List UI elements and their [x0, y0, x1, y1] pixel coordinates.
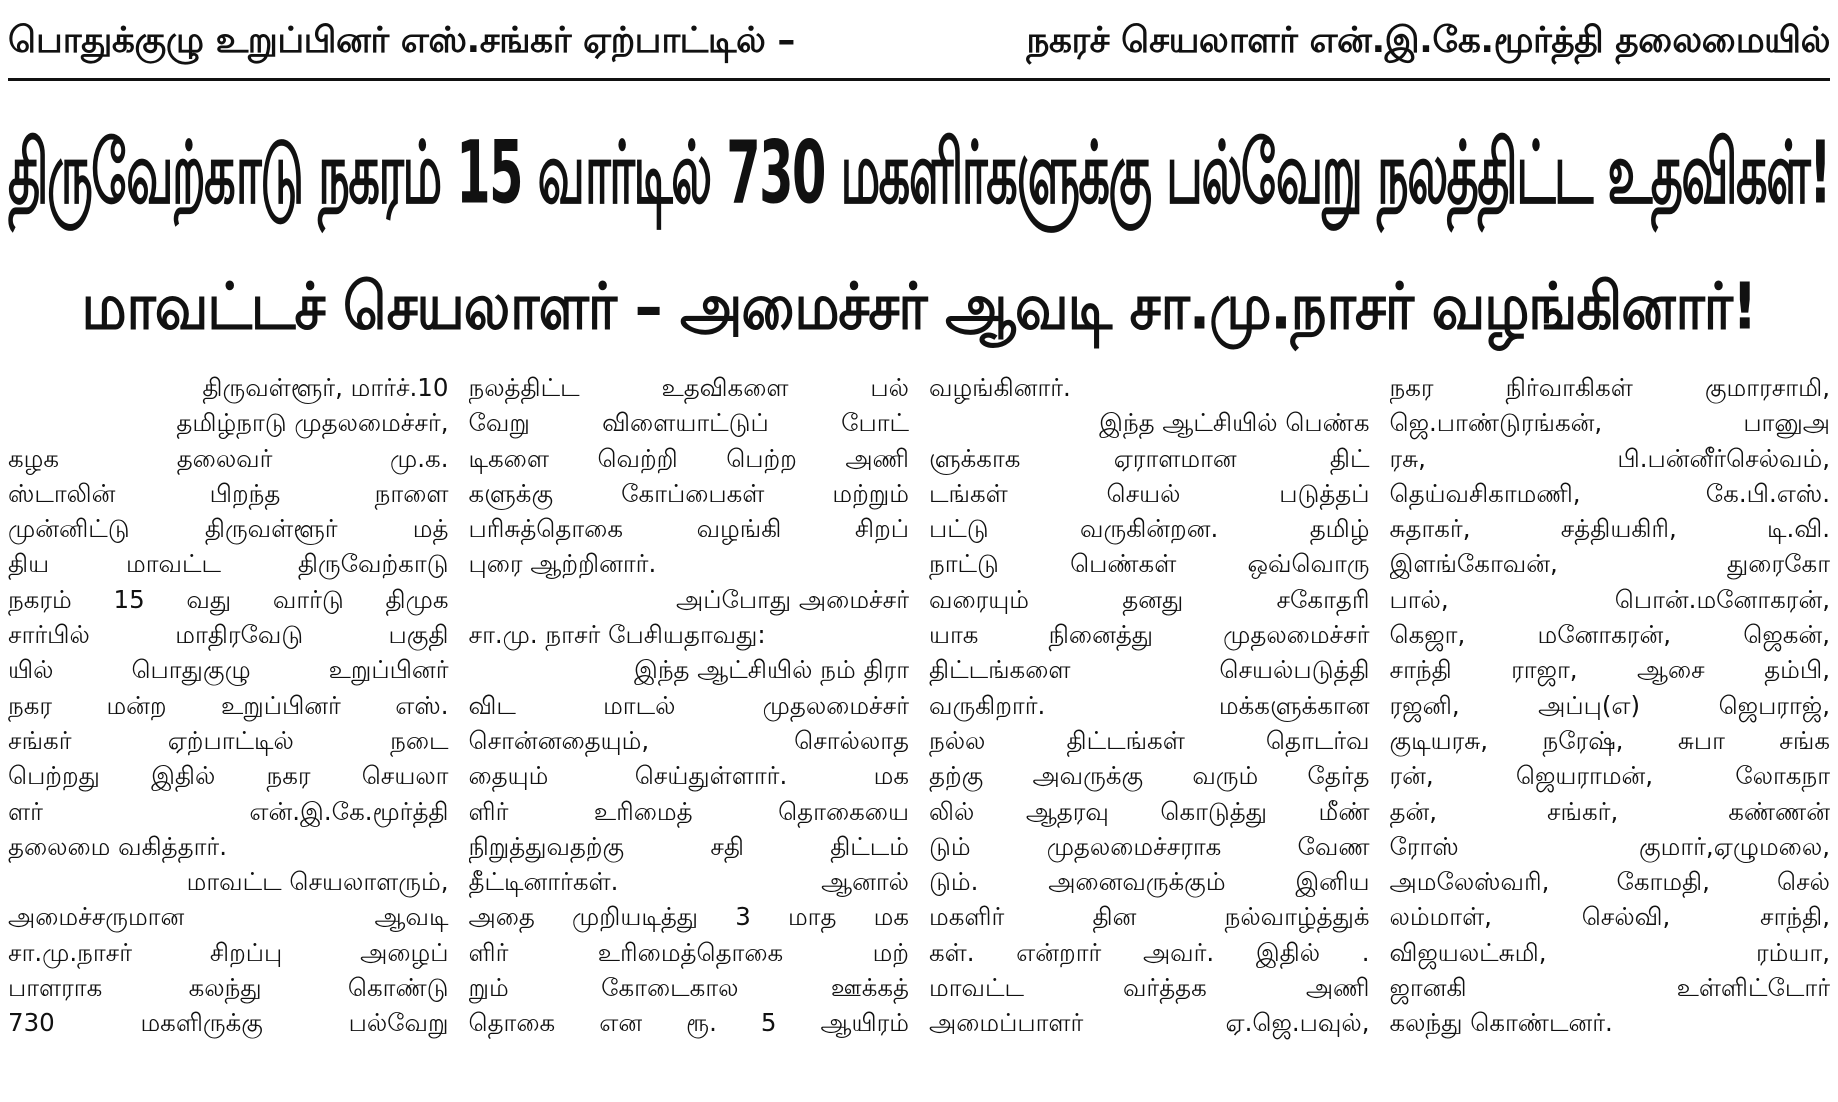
body-line: தலைமை வகித்தார்.	[8, 831, 227, 861]
body-line: பால், பொன்.மனோகரன்,	[1389, 584, 1830, 614]
subheadline: மாவட்டச் செயலாளர் – அமைச்சர் ஆவடி சா.மு.நாசர் வழங்கினார்!	[81, 270, 1757, 345]
headline: திருவேற்காடு நகரம் 15 வார்டில் 730 மகளிர்களுக்கு பல்வேறு நலத்திட்ட உதவிகள்!	[8, 124, 1830, 224]
body-line: தையும் செய்துள்ளார். மக	[468, 761, 909, 791]
body-line: நகர நிர்வாகிகள் குமாரசாமி,	[1389, 373, 1830, 402]
body-line: டும் முதலமைச்சராக வேண	[929, 831, 1370, 861]
body-line: பெற்றது இதில் நகர செயலா	[8, 761, 449, 791]
dateline: திருவள்ளூர், மார்ச்.10	[202, 373, 449, 402]
body-line: நிறுத்துவதற்கு சதி திட்டம்	[468, 831, 909, 861]
body-line: அமைப்பாளர் ஏ.ஜெ.பவுல்,	[929, 1008, 1370, 1038]
body-line: சொன்னதையும், சொல்லாத	[468, 725, 909, 755]
body-line: திய மாவட்ட திருவேற்காடு	[8, 549, 449, 579]
body-line: தொகை என ரூ. 5 ஆயிரம்	[468, 1008, 909, 1038]
body-line: நல்ல திட்டங்கள் தொடர்வ	[929, 725, 1370, 755]
body-line: தற்கு அவருக்கு வரும் தேர்த	[929, 761, 1370, 791]
body-line: தெய்வசிகாமணி, கே.பி.எஸ்.	[1389, 478, 1830, 508]
body-line: பரிசுத்தொகை வழங்கி சிறப்	[468, 514, 909, 544]
body-line: கலந்து கொண்டனர்.	[1389, 1008, 1613, 1038]
body-line: சா.மு.நாசர் சிறப்பு அழைப்	[8, 937, 449, 967]
body-line: அப்போது அமைச்சர்	[676, 584, 909, 614]
body-line: ரன், ஜெயராமன், லோகநா	[1389, 761, 1830, 791]
body-line: பாளராக கலந்து கொண்டு	[8, 973, 449, 1003]
column-3	[929, 370, 1370, 1100]
body-line: ளுக்காக ஏராளமான திட்	[929, 443, 1370, 473]
body-line: லில் ஆதரவு கொடுத்து மீண்	[929, 796, 1370, 826]
column-2	[469, 370, 910, 1100]
body-line: நாட்டு பெண்கள் ஒவ்வொரு	[929, 549, 1370, 579]
body-line: டங்கள் செயல் படுத்தப்	[929, 478, 1370, 508]
article-body	[8, 370, 1830, 1100]
body-line: களுக்கு கோப்பைகள் மற்றும்	[468, 478, 909, 508]
body-line: டும். அனைவருக்கும் இனிய	[929, 867, 1370, 897]
body-line: டிகளை வெற்றி பெற்ற அணி	[468, 443, 909, 473]
body-line: தன், சங்கர், கண்ணன்	[1389, 796, 1830, 826]
body-line: ரசு, பி.பன்னீர்செல்வம்,	[1389, 443, 1830, 473]
body-line: மாவட்ட செயலாளரும்,	[186, 867, 449, 897]
body-line: ஸ்டாலின் பிறந்த நாளை	[8, 478, 449, 508]
body-line: சார்பில் மாதிரவேடு பகுதி	[8, 620, 449, 650]
body-line: சங்கர் ஏற்பாட்டில் நடை	[8, 725, 449, 755]
kicker-line	[8, 8, 1830, 74]
body-line: ரோஸ் குமார்,ஏழுமலை,	[1389, 831, 1830, 861]
body-line: வேறு விளையாட்டுப் போட்	[468, 408, 909, 438]
column-4	[1390, 370, 1831, 1100]
column-1	[8, 370, 449, 1100]
body-line: விட மாடல் முதலமைச்சர்	[468, 690, 909, 720]
body-line: விஜயலட்சுமி, ரம்யா,	[1389, 937, 1830, 967]
body-line: 730 மகளிருக்கு பல்வேறு	[8, 1008, 449, 1038]
body-line: வரையும் தனது சகோதரி	[929, 584, 1370, 614]
body-line: ஜானகி உள்ளிட்டோர்	[1389, 973, 1830, 1003]
body-line: வருகிறார். மக்களுக்கான	[929, 690, 1370, 720]
body-line: யில் பொதுகுழு உறுப்பினர்	[8, 655, 449, 685]
body-line: நகரம் 15 வது வார்டு திமுக	[8, 584, 449, 614]
body-line: நகர மன்ற உறுப்பினர் எஸ்.	[8, 690, 449, 720]
body-line: கள். என்றார் அவர். இதில் .	[929, 937, 1370, 967]
body-line: யாக நினைத்து முதலமைச்சர்	[929, 620, 1370, 650]
body-line: ஜெ.பாண்டுரங்கன், பானுஅ	[1389, 408, 1830, 438]
body-line: சாந்தி ராஜா, ஆசை தம்பி,	[1389, 655, 1830, 685]
body-line: பட்டு வருகின்றன. தமிழ்	[929, 514, 1370, 544]
body-line: மாவட்ட வர்த்தக அணி	[929, 973, 1370, 1003]
kicker-left: பொதுக்குழு உறுப்பினர் எஸ்.சங்கர் ஏற்பாட்டில் –	[8, 20, 795, 61]
body-line: முன்னிட்டு திருவள்ளூர் மத்	[8, 514, 449, 544]
body-line: தமிழ்நாடு முதலமைச்சர்,	[176, 408, 449, 438]
body-line: சுதாகர், சத்தியகிரி, டி.வி.	[1389, 514, 1830, 544]
body-line: சா.மு. நாசர் பேசியதாவது:	[468, 620, 766, 650]
body-line: தீட்டினார்கள். ஆனால்	[468, 867, 909, 897]
body-line: அமலேஸ்வரி, கோமதி, செல்	[1389, 867, 1830, 897]
body-line: இந்த ஆட்சியில் நம் திரா	[634, 655, 909, 685]
body-line: நலத்திட்ட உதவிகளை பல்	[468, 373, 909, 402]
body-line: இளங்கோவன், துரைகோ	[1389, 549, 1830, 579]
body-line: றும் கோடைகால ஊக்கத்	[468, 973, 909, 1003]
body-line: திட்டங்களை செயல்படுத்தி	[929, 655, 1370, 685]
body-line: ளிர் உரிமைத் தொகையை	[468, 796, 909, 826]
body-line: அமைச்சருமான ஆவடி	[8, 902, 449, 932]
body-line: அதை முறியடித்து 3 மாத மக	[468, 902, 909, 932]
kicker-right: நகரச் செயலாளர் என்.இ.கே.மூர்த்தி தலைமையில்	[1026, 20, 1830, 61]
body-line: கெஜா, மனோகரன், ஜெகன்,	[1389, 620, 1830, 650]
body-line: லம்மாள், செல்வி, சாந்தி,	[1389, 902, 1830, 932]
body-line: மகளிர் தின நல்வாழ்த்துக்	[929, 902, 1370, 932]
body-line: ளர் என்.இ.கே.மூர்த்தி	[8, 796, 449, 826]
body-line: வழங்கினார்.	[929, 373, 1071, 402]
body-line: புரை ஆற்றினார்.	[468, 549, 657, 579]
body-line: இந்த ஆட்சியில் பெண்க	[1099, 408, 1370, 438]
body-line: ரஜனி, அப்பு(எ) ஜெபராஜ்,	[1389, 690, 1830, 720]
body-line: கழக தலைவர் மு.க.	[8, 443, 449, 473]
body-line: ளிர் உரிமைத்தொகை மற்	[468, 937, 909, 967]
body-line: குடியரசு, நரேஷ், சுபா சங்க	[1389, 725, 1830, 755]
